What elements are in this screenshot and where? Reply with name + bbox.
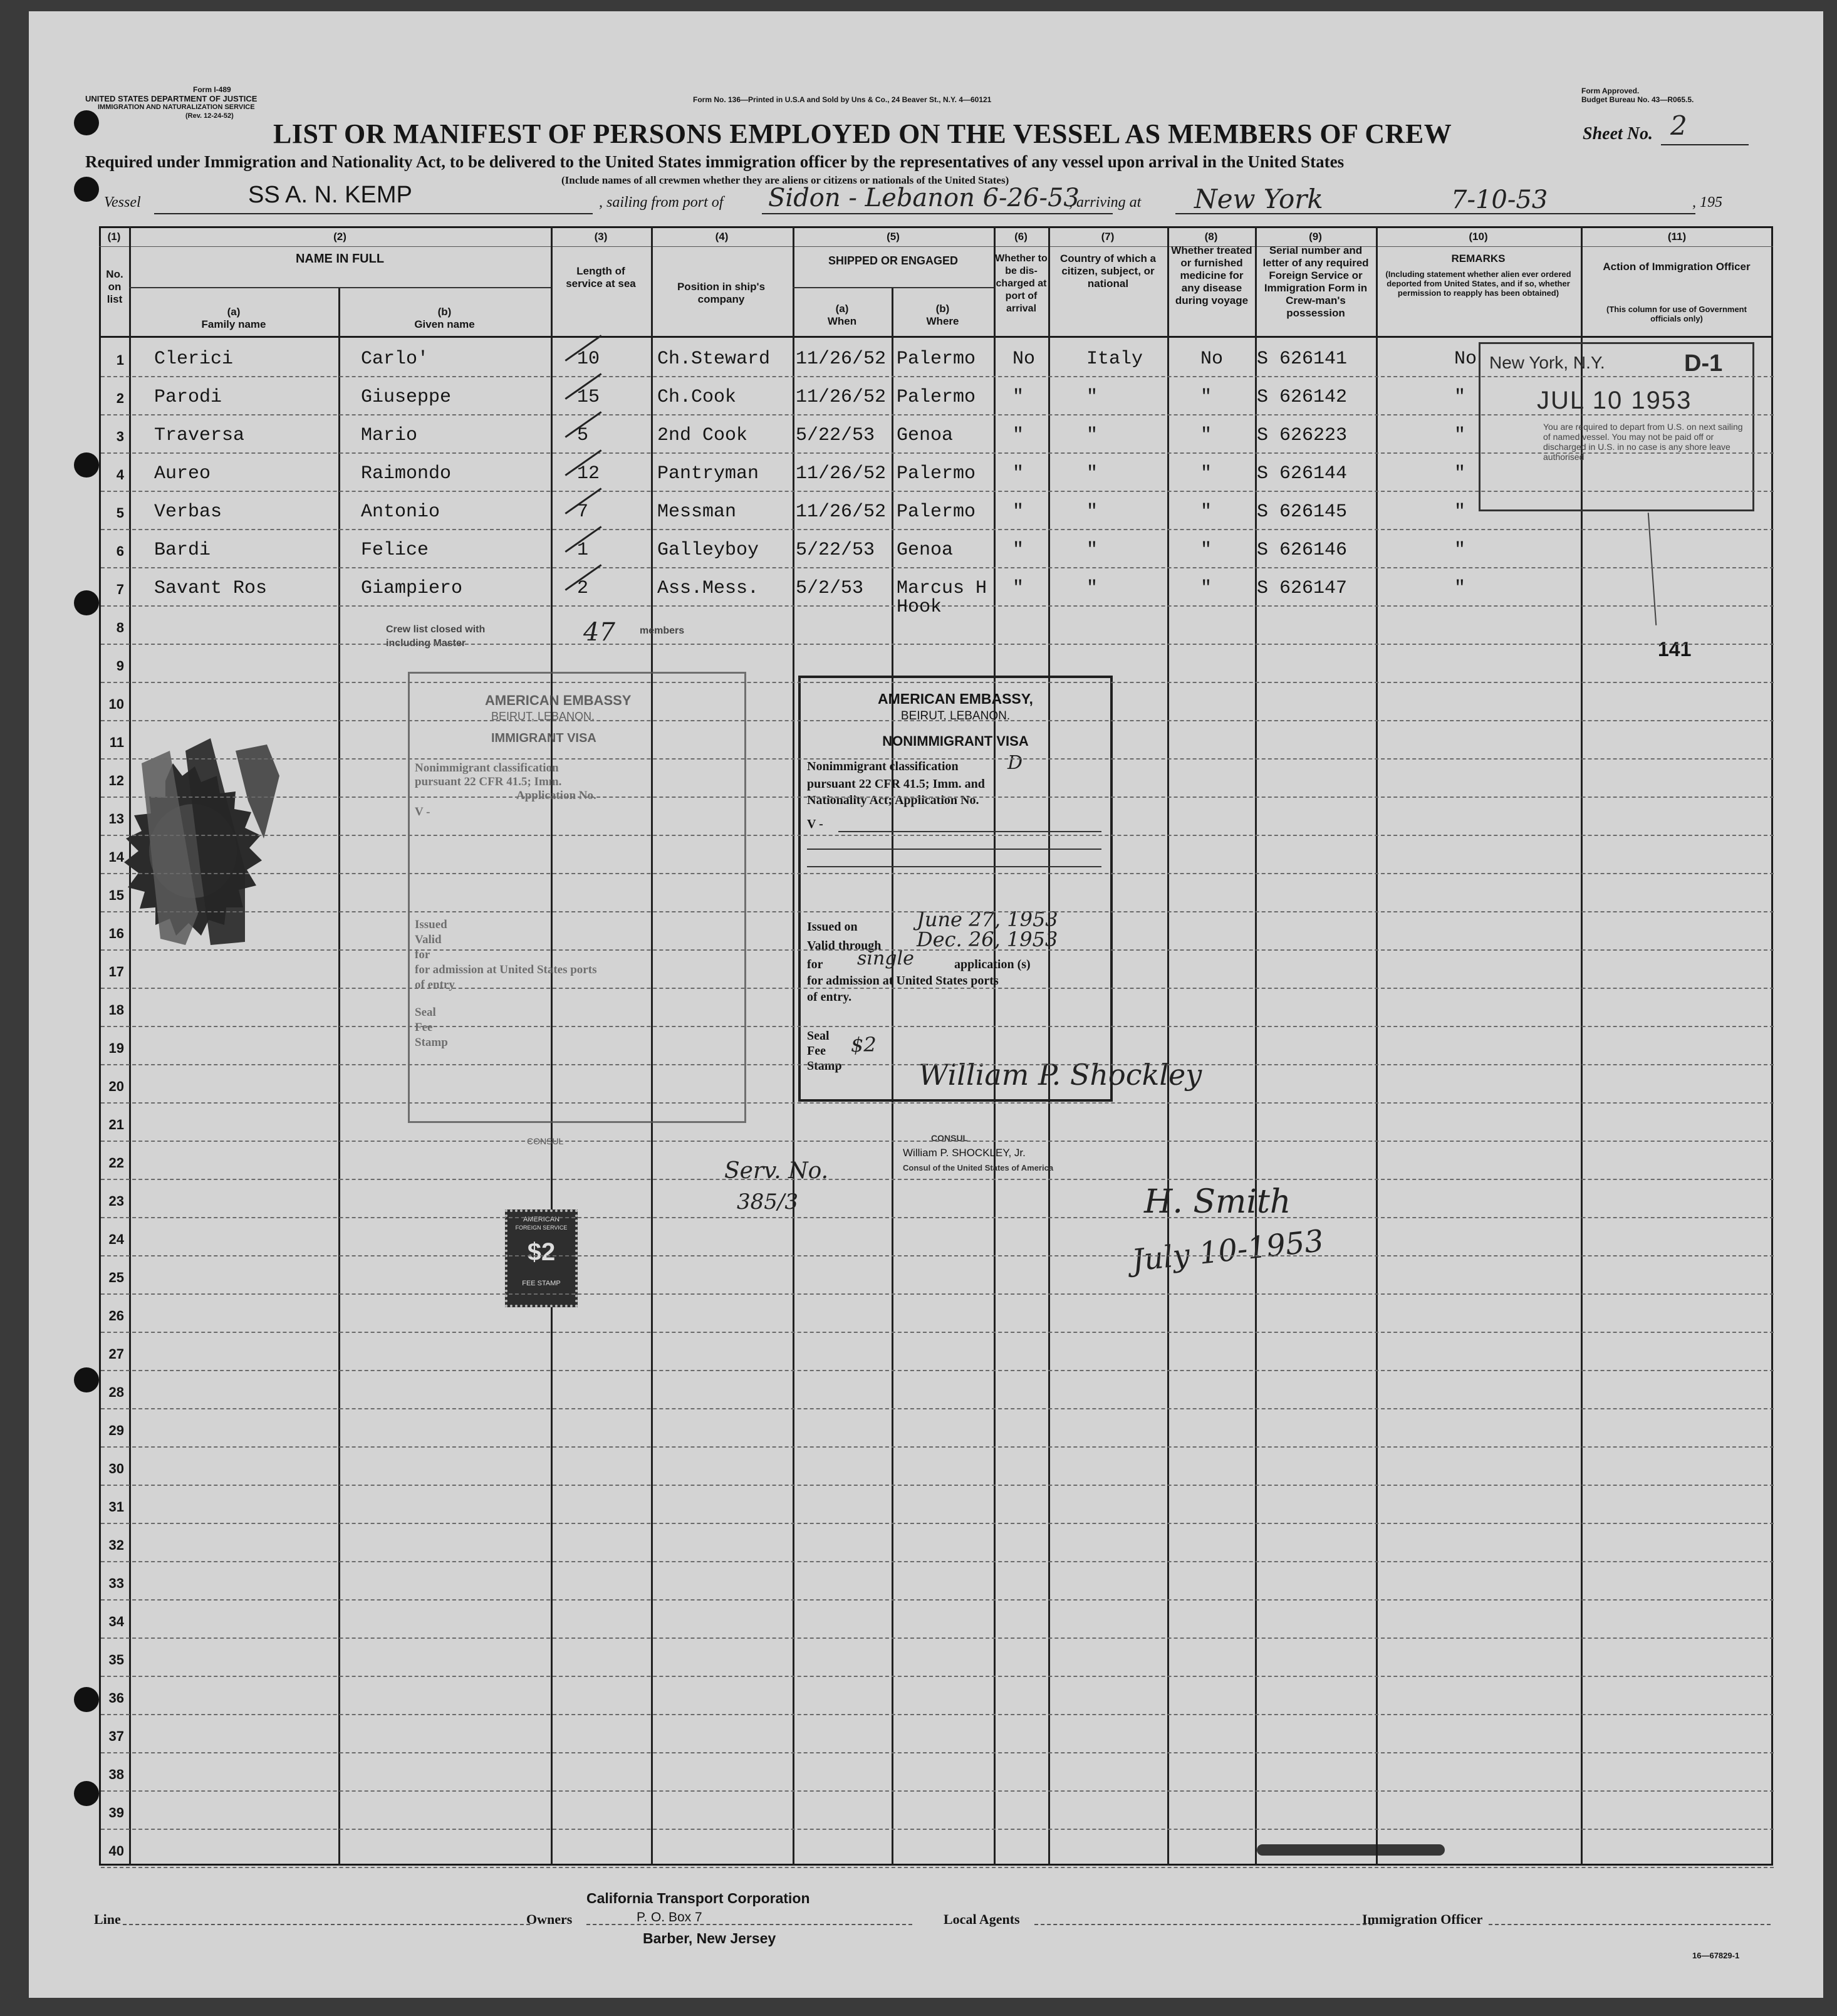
- binder-hole-icon: [74, 110, 99, 135]
- faint-field-3: V -: [415, 805, 430, 818]
- col-num-7: (7): [1101, 231, 1115, 243]
- crew-given-name: Raimondo: [361, 463, 452, 484]
- crew-where: Palermo: [897, 501, 976, 523]
- row-number: 39: [108, 1805, 124, 1820]
- crew-position: Ch.Steward: [657, 348, 771, 370]
- row-line: [101, 1752, 1774, 1753]
- row-line: [101, 452, 1774, 454]
- closing-text: Crew list closed with: [386, 624, 486, 635]
- faint-visa: IMMIGRANT VISA: [491, 731, 596, 745]
- crew-treated: ": [1200, 387, 1212, 408]
- footer-agents-label: Local Agents: [944, 1911, 1020, 1927]
- crew-where: Palermo: [897, 387, 976, 408]
- crew-country: ": [1086, 387, 1098, 408]
- row-number: 29: [108, 1423, 124, 1438]
- approval-1: Form Approved.: [1581, 86, 1640, 95]
- serv-no-value: 385/3: [737, 1189, 798, 1214]
- row-number: 35: [108, 1652, 124, 1668]
- crew-remarks: ": [1454, 501, 1466, 523]
- crew-position: Messman: [657, 501, 737, 523]
- binder-hole-icon: [74, 452, 99, 478]
- nationality-text: Nationality Act; Application No.: [807, 793, 979, 807]
- fee-stamp-amount: $2: [527, 1238, 556, 1266]
- stamp-date: JUL 10 1953: [1537, 387, 1692, 414]
- consul-label: CONSUL: [931, 1133, 969, 1143]
- row-line: [101, 1676, 1774, 1677]
- row-number: 15: [108, 887, 124, 903]
- crew-length: 7: [577, 501, 589, 523]
- sheet-underline: [1661, 144, 1749, 145]
- row-number: 22: [108, 1155, 124, 1171]
- crew-treated: ": [1200, 578, 1212, 599]
- revision: (Rev. 12-24-52): [185, 112, 234, 120]
- row-line: [101, 1293, 1774, 1295]
- row-line: [101, 491, 1774, 492]
- row-number: 31: [108, 1499, 124, 1515]
- header-shipped: SHIPPED OR ENGAGED: [828, 254, 959, 267]
- crew-length: 5: [577, 425, 589, 446]
- footer-owners-label: Owners: [526, 1911, 573, 1927]
- crew-remarks: ": [1454, 578, 1466, 599]
- for-value: single: [857, 948, 914, 969]
- row-number: 18: [108, 1002, 124, 1018]
- binder-hole-icon: [74, 1781, 99, 1806]
- faint-field-9: Seal: [415, 1006, 436, 1019]
- binder-hole-icon: [74, 590, 99, 615]
- faint-field-6: for: [415, 948, 430, 961]
- admission-stamp: [1479, 342, 1754, 511]
- header-treated: Whether treated or furnished medicine for any disease during voyage: [1171, 244, 1252, 306]
- row-number: 36: [108, 1690, 124, 1706]
- row-number: 24: [108, 1231, 124, 1247]
- row-line: [101, 1561, 1774, 1562]
- crew-serial: S 626146: [1257, 540, 1348, 561]
- crew-serial: S 626145: [1257, 501, 1348, 523]
- crew-country: ": [1086, 463, 1098, 484]
- vessel-label: Vessel: [104, 194, 141, 211]
- fee-stamp-icon: [505, 1209, 578, 1307]
- crew-length: 10: [577, 348, 600, 370]
- row-number: 27: [108, 1346, 124, 1362]
- row-line: [101, 1485, 1774, 1486]
- row-line: [101, 988, 1774, 989]
- row-number: 16: [108, 926, 124, 941]
- crew-position: Ch.Cook: [657, 387, 737, 408]
- faint-field-10: Fee: [415, 1021, 433, 1034]
- footer-owner-city: Barber, New Jersey: [643, 1930, 776, 1946]
- row-line: [101, 949, 1774, 951]
- faint-field-1: pursuant 22 CFR 41.5; Imm.: [415, 775, 562, 788]
- valid-label: Valid through: [807, 939, 882, 953]
- of-entry-text: of entry.: [807, 990, 852, 1004]
- row-line: [101, 1102, 1774, 1104]
- row-line: [101, 376, 1774, 377]
- row-number: 9: [116, 658, 124, 674]
- sheet-label: Sheet No.: [1583, 124, 1653, 144]
- crew-remarks: ": [1454, 425, 1466, 446]
- issued-label: Issued on: [807, 920, 858, 934]
- approval-2: Budget Bureau No. 43—R065.5.: [1581, 95, 1694, 104]
- crew-family-name: Savant Ros: [154, 578, 268, 599]
- row-number: 38: [108, 1767, 124, 1782]
- binder-hole-icon: [74, 177, 99, 202]
- stamp-code: D-1: [1684, 350, 1723, 377]
- header-length: Length of service at sea: [566, 265, 636, 290]
- embassy-visa-stamp: [798, 676, 1113, 1102]
- crew-family-name: Parodi: [154, 387, 222, 408]
- row-line: [101, 1714, 1774, 1715]
- fee-stamp-line1: AMERICAN: [523, 1216, 560, 1223]
- header-position: Position in ship's company: [677, 281, 766, 305]
- faint-field-2: Application No.: [516, 789, 596, 802]
- row-line: [101, 1141, 1774, 1142]
- fee-label: Fee: [807, 1044, 826, 1058]
- row-number: 40: [108, 1843, 124, 1859]
- crew-treated: ": [1200, 463, 1212, 484]
- row-number: 7: [116, 582, 124, 597]
- crew-given-name: Felice: [361, 540, 429, 561]
- header-country: Country of which a citizen, subject, or national: [1060, 253, 1156, 290]
- closing-count: 47: [583, 618, 615, 647]
- row-line: [101, 1217, 1774, 1218]
- crew-country: ": [1086, 578, 1098, 599]
- row-number: 34: [108, 1614, 124, 1629]
- page-title: LIST OR MANIFEST OF PERSONS EMPLOYED ON THE VESSEL AS MEMBERS OF CREW: [273, 118, 1452, 149]
- crew-serial: S 626142: [1257, 387, 1348, 408]
- action-number: 141: [1658, 638, 1692, 661]
- pursuant-text: pursuant 22 CFR 41.5; Imm. and: [807, 777, 985, 791]
- crew-position: 2nd Cook: [657, 425, 748, 446]
- crew-length: 1: [577, 540, 589, 561]
- embassy-title: AMERICAN EMBASSY,: [878, 691, 1033, 707]
- crew-when: 5/22/53: [796, 540, 875, 561]
- col-num-1: (1): [107, 231, 121, 243]
- row-line: [101, 644, 1774, 645]
- row-number: 10: [108, 696, 124, 712]
- col-num-8: (8): [1204, 231, 1218, 243]
- row-line: [101, 1408, 1774, 1409]
- row-line: [101, 567, 1774, 568]
- classification-label: Nonimmigrant classification: [807, 760, 959, 773]
- row-line: [101, 682, 1774, 683]
- row-number: 4: [116, 467, 124, 483]
- crew-family-name: Bardi: [154, 540, 211, 561]
- crew-length: 12: [577, 463, 600, 484]
- crew-discharged: ": [1012, 578, 1024, 599]
- crew-position: Ass.Mess.: [657, 578, 759, 599]
- crew-discharged: No: [1012, 348, 1036, 370]
- footer-owner-box: P. O. Box 7: [637, 1910, 702, 1925]
- row-line: [101, 835, 1774, 836]
- service: IMMIGRATION AND NATURALIZATION SERVICE: [98, 103, 255, 111]
- crew-where: Palermo: [897, 463, 976, 484]
- crew-when: 5/22/53: [796, 425, 875, 446]
- binder-hole-icon: [74, 1367, 99, 1392]
- row-line: [101, 1255, 1774, 1256]
- ink-smudge: [1257, 1844, 1445, 1856]
- row-number: 17: [108, 964, 124, 979]
- row-line: [101, 1332, 1774, 1333]
- faint-field-0: Nonimmigrant classification: [415, 761, 559, 775]
- subnote: (Include names of all crewmen whether they are aliens or citizens or nationals of the United States): [561, 174, 1009, 186]
- crew-position: Galleyboy: [657, 540, 759, 561]
- seal-label: Seal: [807, 1029, 830, 1043]
- row-number: 1: [116, 352, 124, 368]
- crew-treated: ": [1200, 540, 1212, 561]
- crew-country: ": [1086, 501, 1098, 523]
- row-number: 26: [108, 1308, 124, 1324]
- crew-family-name: Clerici: [154, 348, 234, 370]
- crew-country: ": [1086, 425, 1098, 446]
- faint-field-8: of entry: [415, 978, 455, 991]
- subtitle: Required under Immigration and Nationality Act, to be delivered to the United States immigration officer by the representatives of any vessel upon arrival in the United States: [85, 152, 1345, 171]
- row-line: [101, 720, 1774, 721]
- crew-given-name: Giuseppe: [361, 387, 452, 408]
- printer-line: Form No. 136—Printed in U.S.A and Sold by Uns & Co., 24 Beaver St., N.Y. 4—60121: [693, 95, 992, 104]
- crew-discharged: ": [1012, 387, 1024, 408]
- arriving-label: , arriving at: [1069, 194, 1142, 211]
- row-number: 30: [108, 1461, 124, 1476]
- row-line: [101, 1179, 1774, 1180]
- header-discharged: Whether to be dis-charged at port of arrival: [995, 253, 1048, 314]
- form-number: Form I-489: [193, 85, 231, 94]
- row-number: 8: [116, 620, 124, 635]
- crew-treated: ": [1200, 501, 1212, 523]
- col-num-10: (10): [1469, 231, 1488, 243]
- row-line: [101, 414, 1774, 415]
- col-num-9: (9): [1309, 231, 1322, 243]
- row-number: 21: [108, 1117, 124, 1132]
- department: UNITED STATES DEPARTMENT OF JUSTICE: [85, 94, 258, 103]
- sheet-number: 2: [1670, 110, 1687, 141]
- row-number: 2: [116, 390, 124, 406]
- crew-where: Marcus H Hook: [897, 578, 987, 618]
- header-serial: Serial number and letter of any required Foreign Service or Immigration Form in Crew-man's possession: [1262, 244, 1369, 319]
- row-line: [101, 1446, 1774, 1448]
- crew-where: Genoa: [897, 425, 954, 446]
- stamp-place: New York, N.Y.: [1489, 353, 1605, 372]
- crew-remarks: ": [1454, 387, 1466, 408]
- row-line: [101, 1599, 1774, 1601]
- faint-field-5: Valid: [415, 933, 442, 946]
- crew-discharged: ": [1012, 425, 1024, 446]
- header-remarks-note: (Including statement whether alien ever ordered deported from United States, and if so, whether permission to reapply has been obtained): [1385, 269, 1571, 298]
- crew-discharged: ": [1012, 540, 1024, 561]
- classification-value: D: [1007, 752, 1023, 774]
- faint-field-7: for admission at United States ports: [415, 963, 597, 976]
- col-num-3: (3): [594, 231, 608, 243]
- row-number: 37: [108, 1728, 124, 1744]
- crew-remarks: No: [1454, 348, 1477, 370]
- fee-value: $2: [851, 1033, 877, 1057]
- header-action-note: (This column for use of Government officials only): [1606, 305, 1747, 323]
- header-family-name: (a) Family name: [201, 306, 266, 330]
- valid-value: Dec. 26, 1953: [917, 927, 1058, 951]
- serv-no: Serv. No.: [724, 1158, 829, 1184]
- fee-stamp-line3: FEE STAMP: [522, 1280, 561, 1287]
- crew-remarks: ": [1454, 463, 1466, 484]
- crew-serial: S 626223: [1257, 425, 1348, 446]
- sailing-port: Sidon - Lebanon 6-26-53: [768, 184, 1080, 212]
- stamp-label: Stamp: [807, 1059, 842, 1073]
- consul-name: William P. SHOCKLEY, Jr.: [903, 1147, 1026, 1159]
- embassy-visa-type: NONIMMIGRANT VISA: [882, 733, 1029, 749]
- closing-text-2: including Master: [386, 638, 466, 649]
- header-remarks: REMARKS: [1451, 253, 1506, 264]
- row-number: 6: [116, 543, 124, 559]
- crew-given-name: Antonio: [361, 501, 440, 523]
- application-label: application (s): [954, 958, 1031, 971]
- arrival-date: 7-10-53: [1451, 185, 1548, 214]
- crew-country: ": [1086, 540, 1098, 561]
- row-number: 33: [108, 1575, 124, 1591]
- consul-signature: William P. Shockley: [918, 1058, 1202, 1092]
- row-line: [101, 1064, 1774, 1065]
- row-line: [101, 796, 1774, 798]
- crew-treated: No: [1200, 348, 1224, 370]
- crew-treated: ": [1200, 425, 1212, 446]
- crew-family-name: Traversa: [154, 425, 245, 446]
- col-num-5: (5): [887, 231, 900, 243]
- col-num-6: (6): [1014, 231, 1028, 243]
- row-number: 25: [108, 1270, 124, 1285]
- row-line: [101, 1026, 1774, 1027]
- row-number: 32: [108, 1537, 124, 1553]
- issued-value: June 27, 1953: [917, 907, 1058, 931]
- footer-officer-label: Immigration Officer: [1362, 1911, 1483, 1927]
- footer-line-label: Line: [94, 1911, 121, 1927]
- admission-text: for admission at United States ports: [807, 974, 999, 988]
- crew-given-name: Carlo': [361, 348, 429, 370]
- closing-members: members: [640, 625, 685, 636]
- crew-when: 11/26/52: [796, 348, 887, 370]
- crew-discharged: ": [1012, 463, 1024, 484]
- row-line: [101, 1829, 1774, 1830]
- faint-field-4: Issued: [415, 918, 447, 931]
- crew-when: 11/26/52: [796, 501, 887, 523]
- arriving-port: New York: [1194, 184, 1323, 214]
- header-where: (b) Where: [926, 303, 959, 327]
- header-no-on-list: No. on list: [106, 268, 123, 305]
- faint-field-11: Stamp: [415, 1036, 448, 1049]
- fee-stamp-line2: FOREIGN SERVICE: [515, 1225, 568, 1231]
- header-action: Action of Immigration Officer: [1603, 261, 1751, 273]
- row-number: 13: [108, 811, 124, 827]
- row-number: 19: [108, 1040, 124, 1056]
- faint-consul: CONSUL: [527, 1136, 564, 1146]
- v-label: V -: [807, 817, 823, 831]
- row-line: [101, 758, 1774, 760]
- header-name-in-full: NAME IN FULL: [295, 252, 385, 266]
- crew-country: Italy: [1086, 348, 1143, 370]
- row-line: [101, 1523, 1774, 1524]
- crew-given-name: Giampiero: [361, 578, 463, 599]
- row-line: [101, 1637, 1774, 1639]
- crew-length: 2: [577, 578, 589, 599]
- crew-when: 5/2/53: [796, 578, 864, 599]
- row-number: 14: [108, 849, 124, 865]
- faint-title: AMERICAN EMBASSY: [485, 692, 632, 708]
- header-when: (a) When: [827, 303, 857, 327]
- row-line: [101, 1867, 1774, 1868]
- crew-length: 15: [577, 387, 600, 408]
- faint-city: BEIRUT, LEBANON.: [491, 710, 595, 723]
- stamp-text: You are required to depart from U.S. on next sailing of named vessel. You may not be paid off or discharged in U.S. in no case is any shore leave authorised: [1543, 422, 1743, 462]
- crew-remarks: ": [1454, 540, 1466, 561]
- crew-given-name: Mario: [361, 425, 418, 446]
- row-line: [101, 911, 1774, 912]
- binder-hole-icon: [74, 1687, 99, 1712]
- row-number: 3: [116, 429, 124, 444]
- embassy-city: BEIRUT, LEBANON.: [900, 709, 1011, 723]
- year-suffix: , 195: [1692, 194, 1722, 211]
- crew-when: 11/26/52: [796, 387, 887, 408]
- row-number: 11: [109, 734, 124, 750]
- col-num-11: (11): [1667, 231, 1687, 243]
- officer-date: July 10-1953: [1130, 1223, 1326, 1278]
- crew-position: Pantryman: [657, 463, 759, 484]
- crew-where: Palermo: [897, 348, 976, 370]
- consul-title: Consul of the United States of America: [903, 1163, 1054, 1173]
- header-given-name: (b) Given name: [414, 306, 475, 330]
- row-number: 23: [108, 1193, 124, 1209]
- footer-form-code: 16—67829-1: [1692, 1951, 1740, 1960]
- sailing-label: , sailing from port of: [599, 194, 724, 211]
- crew-where: Genoa: [897, 540, 954, 561]
- crew-when: 11/26/52: [796, 463, 887, 484]
- embassy-stamp-faint: [408, 672, 746, 1123]
- officer-signature: H. Smith: [1144, 1183, 1291, 1221]
- vessel-name: SS A. N. KEMP: [248, 182, 412, 208]
- crew-serial: S 626144: [1257, 463, 1348, 484]
- row-line: [101, 1790, 1774, 1792]
- row-number: 5: [116, 505, 124, 521]
- crew-family-name: Aureo: [154, 463, 211, 484]
- row-line: [101, 1370, 1774, 1371]
- col-num-2: (2): [333, 231, 346, 243]
- row-number: 12: [108, 773, 124, 788]
- manifest-sheet: [29, 11, 1823, 1998]
- row-line: [101, 873, 1774, 874]
- crew-serial: S 626141: [1257, 348, 1348, 370]
- row-number: 28: [108, 1384, 124, 1400]
- for-label: for: [807, 958, 823, 971]
- crew-serial: S 626147: [1257, 578, 1348, 599]
- footer-owner-name: California Transport Corporation: [586, 1890, 810, 1906]
- row-number: 20: [108, 1079, 124, 1094]
- col-num-4: (4): [715, 231, 729, 243]
- row-line: [101, 529, 1774, 530]
- crew-discharged: ": [1012, 501, 1024, 523]
- crew-family-name: Verbas: [154, 501, 222, 523]
